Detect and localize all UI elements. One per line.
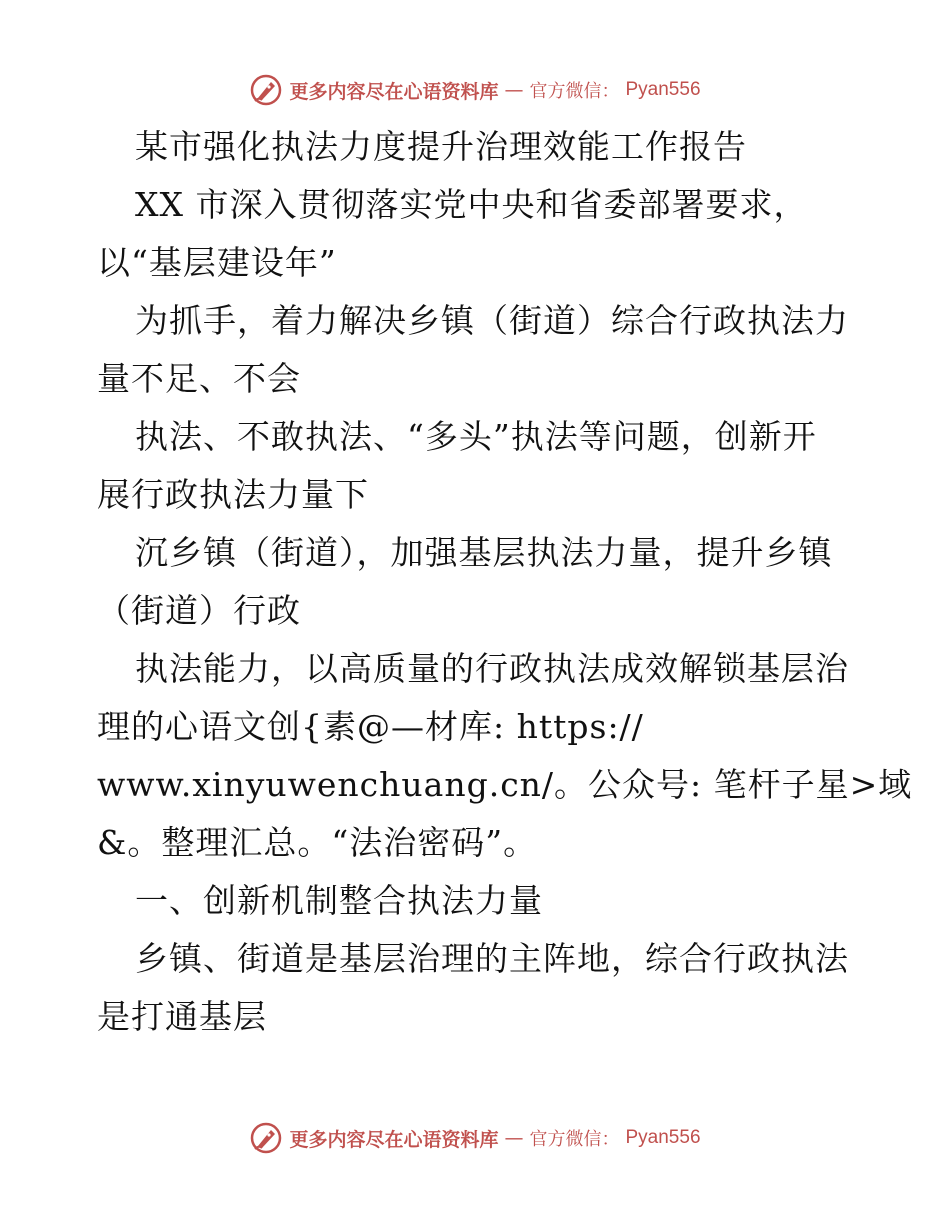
banner-wechat-id: Pyan556 bbox=[625, 1127, 701, 1148]
document-body bbox=[97, 118, 913, 1046]
paragraph-line: 展行政执法力量下 bbox=[97, 475, 369, 514]
header-banner bbox=[0, 70, 950, 110]
paragraph-line: www.xinyuwenchuang.cn/。公众号: 笔杆子星>域 bbox=[97, 765, 913, 804]
paragraph-line: （街道）行政 bbox=[97, 591, 301, 630]
paragraph-line: 沉乡镇（街道），加强基层执法力量，提升乡镇 bbox=[135, 533, 833, 572]
banner-wechat-label: 官方微信： bbox=[529, 81, 620, 102]
banner-dash: — bbox=[504, 1127, 524, 1149]
paragraph-line: 为抓手，着力解决乡镇（街道）综合行政执法力 bbox=[135, 301, 849, 340]
paragraph-line: XX 市深入贯彻落实党中央和省委部署要求， bbox=[135, 185, 808, 224]
paragraph-line: &。整理汇总。“法治密码”。 bbox=[97, 823, 538, 862]
banner-dash: — bbox=[504, 79, 524, 101]
paragraph-line: 执法能力，以高质量的行政执法成效解锁基层治 bbox=[135, 649, 849, 688]
paragraph-line: 以“基层建设年” bbox=[97, 243, 337, 282]
footer-banner bbox=[0, 1118, 950, 1158]
paragraph-line: 是打通基层 bbox=[97, 997, 267, 1036]
paragraph-line: 乡镇、街道是基层治理的主阵地，综合行政执法 bbox=[135, 939, 849, 978]
section-heading: 一、创新机制整合执法力量 bbox=[135, 881, 543, 920]
paragraph-line: 理的心语文创{素@—材库: https:// bbox=[97, 707, 644, 746]
pen-nib-logo-icon bbox=[249, 1121, 283, 1155]
paragraph-line: 执法、不敢执法、“多头”执法等问题，创新开 bbox=[135, 417, 817, 456]
pen-nib-logo-icon bbox=[249, 73, 283, 107]
paragraph-line: 量不足、不会 bbox=[97, 359, 301, 398]
banner-wechat-id: Pyan556 bbox=[625, 79, 701, 100]
banner-title: 更多内容尽在心语资料库 bbox=[289, 1128, 499, 1151]
document-title: 某市强化执法力度提升治理效能工作报告 bbox=[135, 127, 747, 166]
banner-wechat-label: 官方微信： bbox=[529, 1129, 620, 1150]
banner-title: 更多内容尽在心语资料库 bbox=[289, 80, 499, 103]
